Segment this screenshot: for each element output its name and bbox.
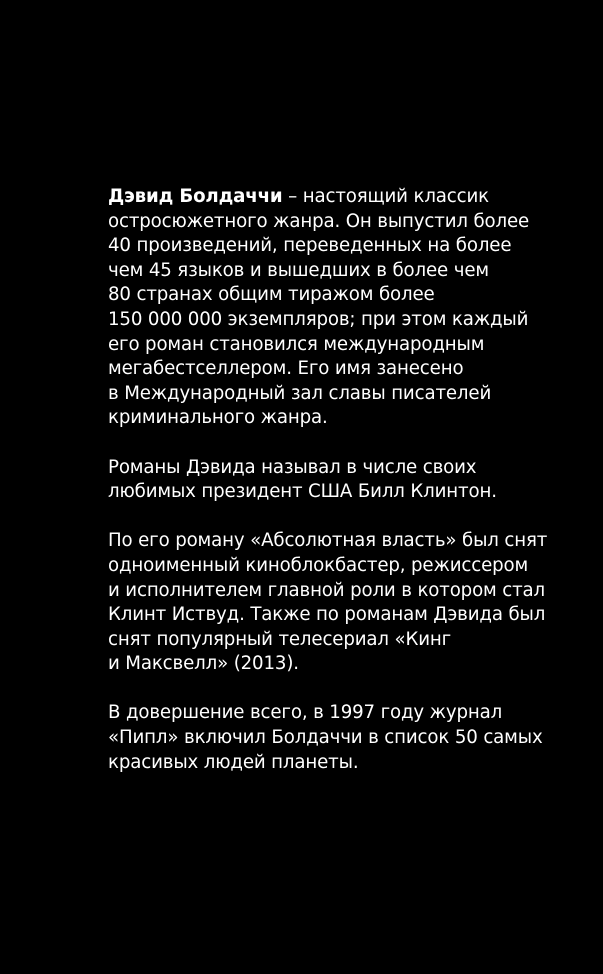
bio-line-text: – настоящий классик	[288, 186, 489, 207]
bio-line: чем 45 языков и вышедших в более чем	[108, 259, 489, 281]
bio-line: одноименный киноблокбастер, режиссером	[108, 554, 529, 576]
bio-line: криминального жанра.	[108, 407, 328, 429]
bio-paragraph-people	[108, 701, 588, 775]
bio-line: В довершение всего, в 1997 году журнал	[108, 702, 503, 724]
bio-line: снят популярный телесериал «Кинг	[108, 628, 452, 650]
bio-line: «Пипл» включил Болдаччи в список 50 самых	[108, 727, 543, 749]
bio-line: и Максвелл» (2013).	[108, 653, 299, 675]
bio-line: его роман становился международным	[108, 333, 485, 355]
bio-paragraph-intro	[108, 185, 588, 431]
bio-line: в Международный зал славы писателей	[108, 382, 492, 404]
bio-line: Романы Дэвида называл в числе своих	[108, 456, 477, 478]
bio-line: красивых людей планеты.	[108, 751, 359, 773]
bio-line: и исполнителем главной роли в котором стал	[108, 579, 546, 601]
author-name: Дэвид Болдаччи	[108, 186, 283, 207]
bio-line: любимых президент США Билл Клинтон.	[108, 481, 497, 503]
bio-line: 80 странах общим тиражом более	[108, 284, 435, 306]
bio-paragraph-clinton	[108, 456, 588, 505]
bio-line: 40 произведений, переведенных на более	[108, 235, 512, 257]
bio-line	[108, 185, 588, 210]
bio-line: 150 000 000 экземпляров; при этом каждый	[108, 308, 529, 330]
author-bio	[108, 185, 588, 800]
bio-line: остросюжетного жанра. Он выпустил более	[108, 210, 530, 232]
bio-paragraph-film	[108, 529, 588, 677]
bio-line: мегабестселлером. Его имя занесено	[108, 358, 464, 380]
bio-line: Клинт Иствуд. Также по романам Дэвида был	[108, 604, 546, 626]
bio-line: По его роману «Абсолютная власть» был снят	[108, 530, 548, 552]
